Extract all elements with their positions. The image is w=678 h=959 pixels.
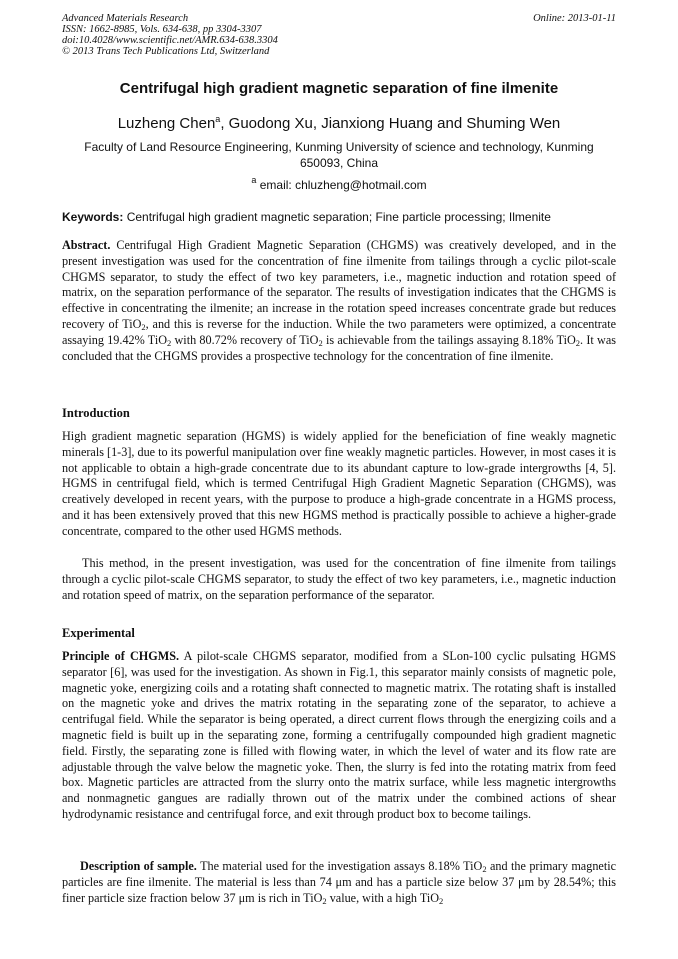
abstract-text-1: Centrifugal High Gradient Magnetic Separation (CHGMS) was creatively developed, and in the present investigation was used for the concentration of fine ilmenite from tailings through a cyclic pilot-scale CHGMS separator, to study the effect of two key parameters, i.e., magnetic induction and rotation speed of matrix, on the separation performance of the separator. The results of investigation indicates that the CHGMS is effective in concentrating the ilmenite; an increase in the rotation speed increases concentrate grade but reduces recovery of TiO: [62, 238, 617, 331]
abstract: [62, 238, 616, 364]
other-authors: , Guodong Xu, Jianxiong Huang and Shuming Wen: [220, 115, 561, 132]
journal-issn: ISSN: 1662-8985, Vols. 634-638, pp 3304-3307: [62, 24, 262, 35]
subscript: 2: [575, 337, 581, 348]
journal-copyright: © 2013 Trans Tech Publications Ltd, Switzerland: [62, 46, 270, 57]
sample-text-2: and the primary magnetic particles are fine ilmenite. The material is less than 74 μm and has a particle size below 37 μm by 28.54%; this finer particle size fraction below 37 μm is rich in TiO: [62, 859, 616, 905]
introduction-paragraph-2: This method, in the present investigation, was used for the concentration of fine ilmenite from tailings through a cyclic pilot-scale CHGMS separator, to study the effect of two key parameters, i.e., magnetic induction and rotation speed of matrix, on the separation performance of the separator.: [62, 556, 616, 602]
online-date: Online: 2013-01-11: [533, 13, 616, 24]
abstract-label: Abstract.: [62, 238, 111, 252]
keywords: [62, 210, 616, 224]
journal-header: [62, 13, 616, 57]
subscript: 2: [141, 321, 146, 332]
introduction-paragraph-1: High gradient magnetic separation (HGMS) is widely applied for the beneficiation of fine weakly magnetic minerals [1-3], due to its powerful manipulation over fine weakly magnetic particles. However, in most cases it is not applicable to obtain a high-grade concentrate due to its abundant capture to low-grade intergrowths [4, 5]. HGMS in centrifugal field, which is termed Centrifugal High Gradient Magnetic Separation (CHGMS), was creatively developed in recent years, with the purpose to produce a high-grade concentrate in a HGMS process, and it has been extensively proved that this new HGMS method is practically possible to achieve a higher-grade concentrate, compared to the other used HGMS methods.: [62, 429, 616, 538]
subscript: 2: [322, 895, 327, 906]
principle-text: A pilot-scale CHGMS separator, modified from a SLon-100 cyclic pulsating HGMS separator [6], was used for the investigation. As shown in Fig.1, this separator mainly consists of magnetic pole, magnetic yoke, energizing coils and a rotating shaft connected to magnetic matrix. The rotating shaft is installed on the magnetic yoke and drives the matrix rotating in the separating zone of the separator, to achieve a centrifugal field. While the separator is being operated, a direct current flows through the energizing coils and a magnetic field is built up in the separating zone, forming a centrifugally compounded high gradient magnetic field. Firstly, the separating zone is filled with flowing water, in which the level of water and its flow rate are adjustable through the valve below the magnetic yoke. Then, the slurry is fed into the rotating matrix from feed box. Magnetic particles are attracted from the slurry onto the matrix surface, while less magnetic intergrowths and nonmagnetic gangues are radially thrown out of the matrix under the combined actions of shear hydrodynamic resistance and centrifugal force, and exit through product box to become tailings.: [62, 649, 617, 821]
subscript: 2: [482, 864, 487, 874]
keywords-text: Centrifugal high gradient magnetic separation; Fine particle processing; Ilmenite: [126, 210, 551, 224]
abstract-text-5: . It was concluded that the CHGMS provides a prospective technology for the concentration of fine ilmenite.: [62, 332, 616, 363]
journal-doi[interactable]: doi:10.4028/www.scientific.net/AMR.634-638.3304: [62, 35, 278, 46]
section-heading-experimental: Experimental: [62, 626, 135, 640]
principle-paragraph: [62, 649, 616, 823]
sample-paragraph: [62, 859, 616, 906]
affiliation: Faculty of Land Resource Engineering, Kunming University of science and technology, Kunming 650093, China: [84, 140, 594, 170]
principle-label: Principle of CHGMS.: [62, 649, 180, 663]
email-text[interactable]: email: chluzheng@hotmail.com: [259, 178, 427, 192]
abstract-text-2: , and this is reverse for the induction. While the two parameters were optimized, a concentrate assaying 19.42% TiO: [62, 316, 617, 347]
keywords-label: Keywords:: [62, 210, 124, 224]
subscript: 2: [167, 337, 172, 348]
subscript: 2: [318, 337, 323, 348]
section-heading-introduction: Introduction: [62, 406, 130, 420]
paper-title: Centrifugal high gradient magnetic separation of fine ilmenite: [119, 80, 559, 97]
journal-name: Advanced Materials Research: [62, 13, 189, 24]
email-superscript: a: [251, 175, 257, 185]
author-list: [0, 114, 678, 132]
contact-email: [0, 175, 678, 192]
first-author: Luzheng Chen: [117, 115, 216, 132]
subscript: 2: [439, 895, 444, 906]
abstract-text-3: with 80.72% recovery of TiO: [171, 332, 319, 347]
sample-text-3: value, with a high TiO: [326, 890, 440, 905]
author-superscript: a: [215, 114, 221, 124]
abstract-text-4: is achievable from the tailings assaying 8.18% TiO: [322, 332, 576, 347]
sample-label: Description of sample.: [80, 859, 197, 873]
sample-text-1: The material used for the investigation assays 8.18% TiO: [200, 859, 483, 873]
